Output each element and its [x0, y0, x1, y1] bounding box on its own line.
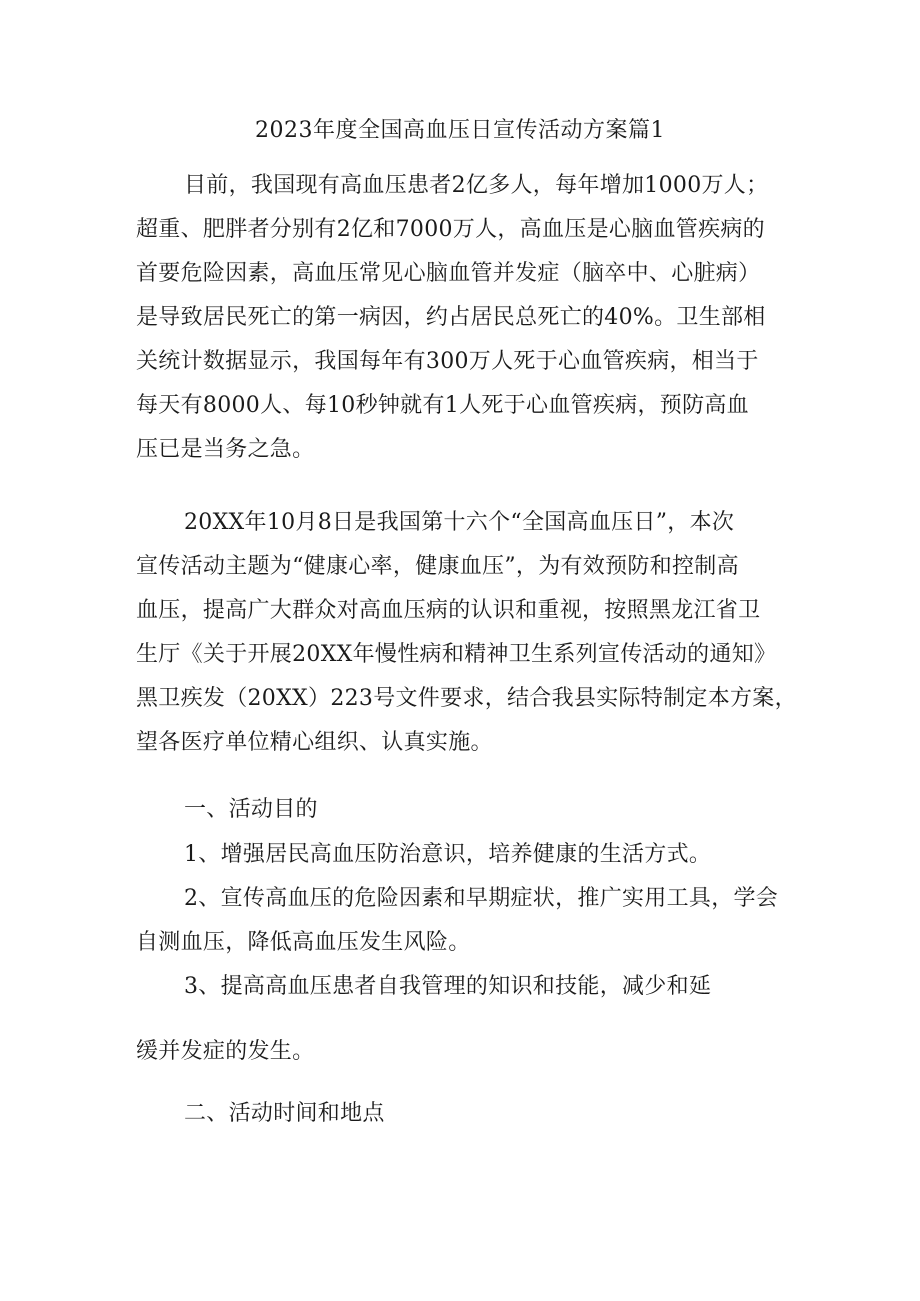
objective-item-2: [136, 877, 796, 965]
objective-item-3-continued: [136, 1030, 796, 1074]
paragraph-line: 每天有8000人、每10秒钟就有1人死于心血管疾病，预防高血: [136, 393, 749, 418]
paragraph-line: 超重、肥胖者分别有2亿和7000万人，高血压是心脑血管疾病的: [136, 217, 765, 242]
objective-item-3: [136, 965, 796, 1009]
paragraph-line: 首要危险因素，高血压常见心脑血管并发症（脑卒中、心脏病）: [136, 261, 761, 286]
list-item: 缓并发症的发生。: [136, 1039, 315, 1064]
objective-item-1: [136, 833, 796, 877]
list-item: 1、增强居民高血压防治意识，培养健康的生活方式。: [184, 842, 712, 867]
paragraph-intro: [136, 164, 796, 472]
paragraph-line: 20XX年10月8日是我国第十六个“全国高血压日”，本次: [184, 510, 735, 535]
document-title: 2023年度全国高血压日宣传活动方案篇1: [255, 118, 665, 143]
paragraph-line: 黑卫疾发（20XX）223号文件要求，结合我县实际特制定本方案，: [136, 686, 797, 711]
paragraph-line: 生厅《关于开展20XX年慢性病和精神卫生系列宣传活动的通知》: [136, 642, 777, 667]
paragraph-line: 宣传活动主题为“健康心率，健康血压”，为有效预防和控制高: [136, 554, 739, 579]
list-item: 自测血压，降低高血压发生风险。: [136, 930, 471, 955]
list-item: 3、提高高血压患者自我管理的知识和技能，减少和延: [184, 974, 712, 999]
paragraph-line: 是导致居民死亡的第一病因，约占居民总死亡的40%。卫生部相: [136, 305, 766, 330]
paragraph-line: 关统计数据显示，我国每年有300万人死于心血管疾病，相当于: [136, 349, 759, 374]
paragraph-line: 压已是当务之急。: [136, 437, 315, 462]
paragraph-line: 望各医疗单位精心组织、认真实施。: [136, 730, 493, 755]
section-heading: 一、活动目的: [184, 797, 318, 822]
section-heading-objectives: [136, 788, 796, 832]
section-heading: 二、活动时间和地点: [184, 1101, 385, 1126]
paragraph-line: 血压，提高广大群众对高血压病的认识和重视，按照黑龙江省卫: [136, 598, 761, 623]
paragraph-background: [136, 501, 796, 765]
section-heading-time-place: [136, 1092, 796, 1136]
list-item: 2、宣传高血压的危险因素和早期症状，推广实用工具，学会: [184, 886, 779, 911]
paragraph-line: 目前，我国现有高血压患者2亿多人，每年增加1000万人；: [184, 173, 769, 198]
